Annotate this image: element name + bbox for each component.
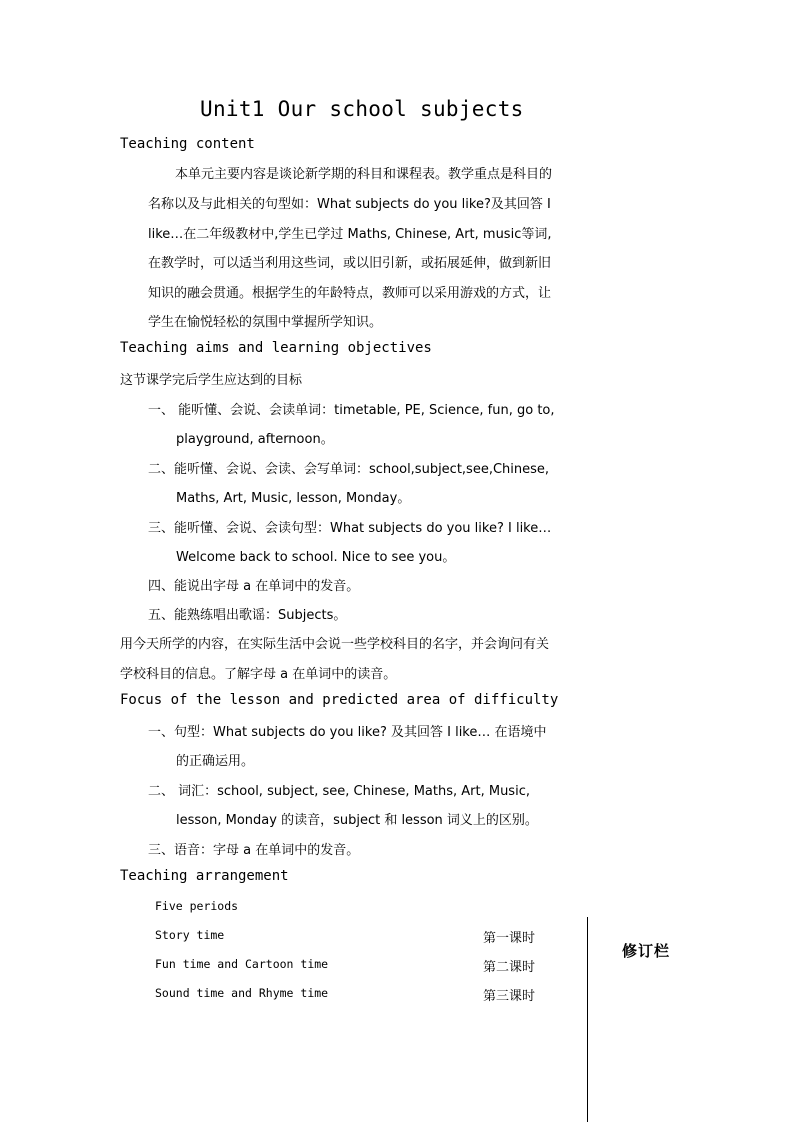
aim-item: 二、能听懂、会说、会读、会写单词：school,subject,see,Chinese,	[148, 462, 550, 477]
focus-item: 二、 词汇：school, subject, see, Chinese, Maths, Art, Music,	[148, 784, 530, 799]
heading-arrangement: Teaching arrangement	[120, 868, 289, 884]
aim-item: 三、能听懂、会说、会读句型：What subjects do you like? I like…	[148, 521, 552, 536]
aim-item: 四、能说出字母 a 在单词中的发音。	[148, 579, 360, 594]
content-line: 知识的融会贯通。根据学生的年龄特点，教师可以采用游戏的方式，让	[148, 286, 552, 301]
aims-para: 学校科目的信息。了解字母 a 在单词中的读音。	[120, 667, 397, 682]
revision-column-divider	[587, 917, 588, 1122]
content-line: 名称以及与此相关的句型如：What subjects do you like?及其回答 I	[148, 197, 551, 212]
page-title: Unit1 Our school subjects	[200, 97, 524, 121]
aim-item-cont: playground, afternoon。	[176, 432, 334, 447]
aim-item-cont: Maths, Art, Music, lesson, Monday。	[176, 491, 411, 506]
period-label: 第一课时	[483, 931, 536, 946]
content-line: 本单元主要内容是谈论新学期的科目和课程表。教学重点是科目的	[175, 167, 553, 182]
period-name: Sound time and Rhyme time	[155, 986, 329, 1000]
focus-item: 一、句型：What subjects do you like? 及其回答 I like… 在语境中	[148, 725, 547, 740]
heading-aims: Teaching aims and learning objectives	[120, 340, 432, 356]
heading-teaching-content: Teaching content	[120, 136, 255, 152]
content-line: 在教学时，可以适当利用这些词，或以旧引新，或拓展延伸，做到新旧	[148, 256, 552, 271]
aims-intro: 这节课学完后学生应达到的目标	[120, 373, 303, 388]
period-name: Story time	[155, 928, 225, 942]
period-label: 第二课时	[483, 960, 536, 975]
period-name: Fun time and Cartoon time	[155, 957, 329, 971]
focus-item: 三、语音：字母 a 在单词中的发音。	[148, 843, 360, 858]
aim-item: 一、 能听懂、会说、会读单词：timetable, PE, Science, fun, go to,	[148, 403, 555, 418]
aims-para: 用今天所学的内容，在实际生活中会说一些学校科目的名字，并会询问有关	[120, 637, 550, 652]
focus-item-cont: lesson, Monday 的读音，subject 和 lesson 词义上的区别。	[176, 813, 538, 828]
focus-item-cont: 的正确运用。	[176, 754, 255, 769]
content-line: 学生在愉悦轻松的氛围中掌握所学知识。	[148, 315, 383, 330]
period-label: 第三课时	[483, 989, 536, 1004]
content-line: like…在二年级教材中,学生已学过 Maths, Chinese, Art, music等词,	[148, 227, 552, 242]
aim-item: 五、能熟练唱出歌谣：Subjects。	[148, 608, 347, 623]
revision-column-label: 修订栏	[622, 942, 671, 960]
aim-item-cont: Welcome back to school. Nice to see you。	[176, 550, 456, 565]
arrangement-intro: Five periods	[155, 899, 239, 913]
heading-focus: Focus of the lesson and predicted area of difficulty	[120, 692, 559, 708]
